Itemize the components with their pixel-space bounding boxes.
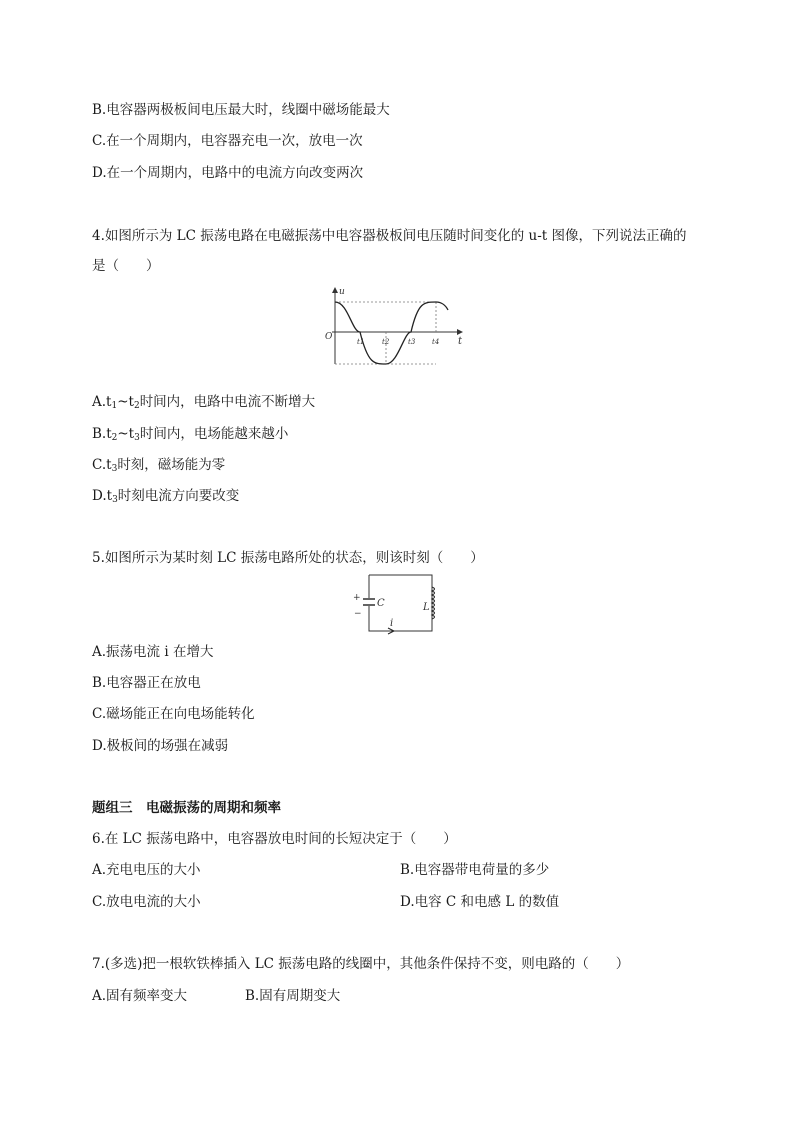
q5-plus-label: + [353,593,361,603]
q4-option-b: $B.t_2\sim t_3$时间内，电场能越来越小 [92,426,289,443]
q6-option-c: C.放电电流的大小 [92,894,201,910]
q3-option-d: D.在一个周期内，电路中的电流方向改变两次 [92,165,364,181]
q4-option-c: $C.t_3$时刻，磁场能为零 [92,457,226,474]
q5-stem: 5.如图所示为某时刻 LC 振荡电路所处的状态，则该时刻（ ） [92,550,484,566]
q5-current-label: i [390,618,394,629]
q7-option-b: B.固有周期变大 [245,988,341,1004]
section-3-heading: 题组三 电磁振荡的周期和频率 [92,800,281,816]
q5-option-a: A.振荡电流 i 在增大 [92,644,214,660]
q4-voltage-curve [335,302,448,364]
q6-option-b: B.电容器带电荷量的多少 [400,862,550,878]
q7-option-a: A.固有频率变大 [92,988,188,1004]
q4-t1-label: t1 [357,338,365,346]
q4-option-a: $A.t_1\sim t_2$时间内，电路中电流不断增大 [92,394,316,411]
q5-capacitor-label: C [377,598,385,609]
q5-inductor-label: L [423,602,430,613]
q3-option-c: C.在一个周期内，电容器充电一次，放电一次 [92,133,363,149]
q6-stem: 6.在 LC 振荡电路中，电容器放电时间的长短决定于（ ） [92,831,457,847]
q5-lc-circuit [350,570,442,636]
q4-stem-line1: 4.如图所示为 LC 振荡电路在电磁振荡中电容器极板间电压随时间变化的 u-t 图像，下列说法正确的 [92,228,687,244]
q7-stem: 7.(多选)把一根软铁棒插入 LC 振荡电路的线圈中，其他条件保持不变，则电路的（ ） [92,956,630,972]
q4-t4-label: t4 [432,338,440,346]
q4-stem-line2: 是（ ） [92,258,160,274]
q5-option-d: D.极板间的场强在减弱 [92,738,229,754]
q3-option-b: B.电容器两极板间电压最大时，线圈中磁场能最大 [92,102,390,118]
q5-minus-label: − [354,609,362,619]
q6-option-a: A.充电电压的大小 [92,862,201,878]
q4-origin-label: O [325,332,333,342]
q5-option-c: C.磁场能正在向电场能转化 [92,706,255,722]
q4-axis-u-label: u [339,287,345,297]
q4-axis-t-label: t [458,336,463,347]
q4-t3-label: t3 [408,338,416,346]
q4-option-d: $D.t_3$时刻电流方向要改变 [92,488,240,505]
q4-ut-graph [320,284,470,370]
q4-t2-label: t2 [382,338,390,346]
q5-option-b: B.电容器正在放电 [92,675,201,691]
q6-option-d: D.电容 C 和电感 L 的数值 [400,894,560,910]
